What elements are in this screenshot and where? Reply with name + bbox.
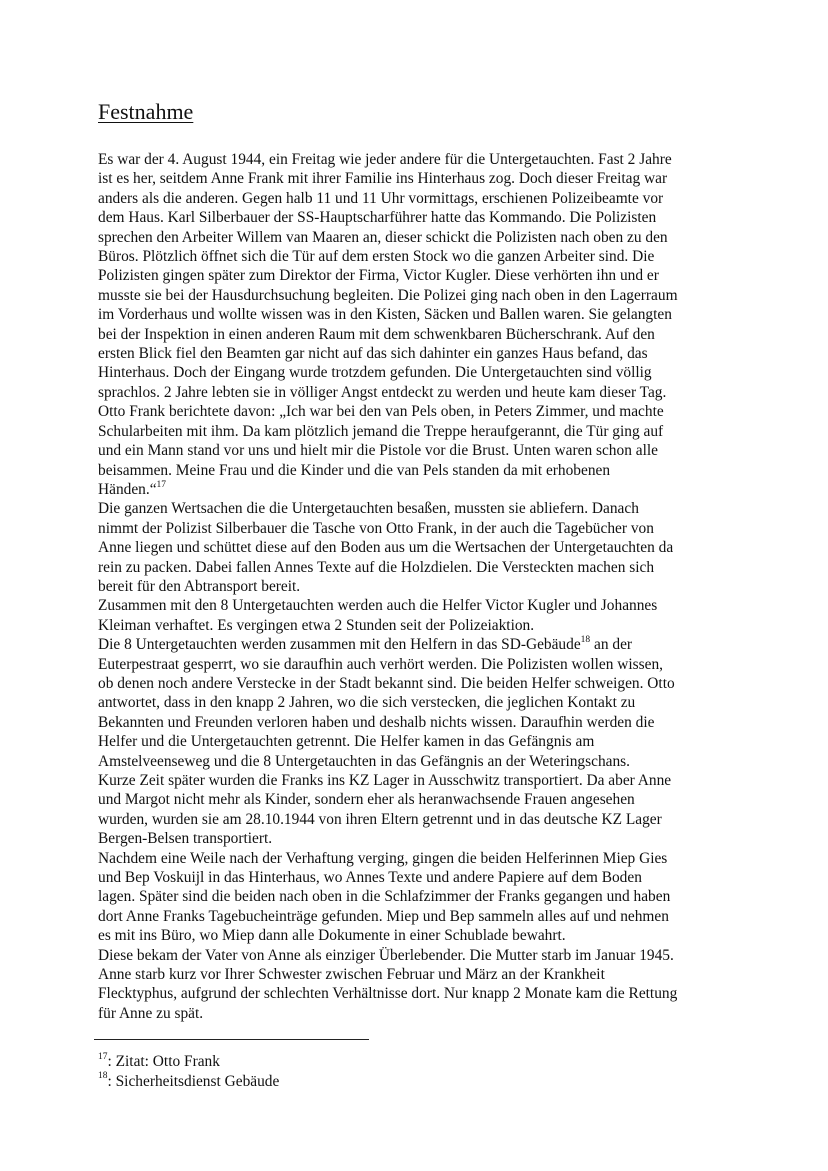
- text-line: lagen. Später sind die beiden nach oben in die Schlafzimmer der Franks gegangen und haben: [98, 888, 671, 906]
- text-line: Kurze Zeit später wurden die Franks ins KZ Lager in Ausschwitz transportiert. Da aber Anne: [98, 772, 672, 789]
- text-line: ob denen noch andere Verstecke in der Stadt bekannt sind. Die beiden Helfer schweigen. Otto: [98, 674, 675, 692]
- text-line: es mit ins Büro, wo Miep dann alle Dokumente in einer Schublade bewahrt.: [98, 927, 566, 945]
- text-line: im Vorderhaus und wollte wissen was in den Kisten, Säcken und Ballen waren. Sie gelangten: [98, 306, 672, 324]
- text-line: für Anne zu spät.: [98, 1004, 204, 1022]
- text-line: ersten Blick fiel den Beamten gar nicht auf das sich dahinter ein ganzes Haus befand, das: [98, 345, 648, 363]
- footnote-ref-18: 18: [580, 635, 591, 646]
- text-line: Anne liegen und schüttet diese auf den Boden aus um die Wertsachen der Untergetauchten da: [98, 539, 674, 557]
- text-line: ist es her, seitdem Anne Frank mit ihrer Familie ins Hinterhaus zog. Doch dieser Freitag war: [98, 170, 668, 188]
- text-line: sprechen den Arbeiter Willem van Maaren an, dieser schickt die Polizisten nach oben zu den: [98, 228, 668, 246]
- sd-building-text-end: an der: [590, 636, 633, 654]
- footnote-text: : Zitat: Otto Frank: [107, 1053, 220, 1070]
- text-line: Diese bekam der Vater von Anne als einziger Überlebender. Die Mutter starb im Januar 1945.: [98, 946, 674, 964]
- footnote-17: [98, 1052, 279, 1072]
- text-line: wurden, wurden sie am 28.10.1944 von ihren Eltern getrennt und in das deutsche KZ Lager: [98, 810, 662, 828]
- footnote-18: [98, 1072, 279, 1092]
- text-line: Schularbeiten mit ihm. Da kam plötzlich jemand die Treppe heraufgerannt, die Tür ging auf: [98, 422, 664, 440]
- text-line: Bekannten und Freunden verloren haben und deshalb nichts wissen. Daraufhin werden die: [98, 713, 655, 731]
- text-line: dem Haus. Karl Silberbauer der SS-Hauptscharführer hatte das Kommando. Die Polizisten: [98, 209, 657, 227]
- text-line: und Margot nicht mehr als Kinder, sondern eher als heranwachsende Frauen angesehen: [98, 791, 635, 809]
- text-line-with-footnote: [98, 635, 738, 654]
- footnotes: [98, 1052, 279, 1091]
- text-line: und Bep Voskuijl in das Hinterhaus, wo Annes Texte und andere Papiere auf dem Boden: [98, 869, 642, 887]
- text-line: Nachdem eine Weile nach der Verhaftung verging, gingen die beiden Helferinnen Miep Gies: [98, 849, 668, 867]
- footnote-ref-17: 17: [156, 479, 167, 490]
- text-line: Helfer und die Untergetauchten getrennt. Die Helfer kamen in das Gefängnis am: [98, 733, 595, 751]
- text-line: Anne starb kurz vor Ihrer Schwester zwischen Februar und März an der Krankheit: [98, 966, 605, 984]
- text-line: Hinterhaus. Doch der Eingang wurde trotzdem gefunden. Die Untergetauchten sind völlig: [98, 364, 652, 382]
- body-text: [98, 150, 738, 1023]
- text-line: Flecktyphus, aufgrund der schlechten Verhältnisse dort. Nur knapp 2 Monate kam die Rettung: [98, 985, 678, 1003]
- text-line: Kleiman verhaftet. Es vergingen etwa 2 Stunden seit der Polizeiaktion.: [98, 616, 535, 634]
- quote-end-text: Händen.“: [98, 480, 157, 498]
- text-line: musste sie bei der Hausdurchsuchung begleiten. Die Polizei ging nach oben in den Lagerraum: [98, 286, 678, 304]
- text-line: Die ganzen Wertsachen die die Untergetauchten besaßen, mussten sie abliefern. Danach: [98, 500, 639, 518]
- text-line: dort Anne Franks Tagebucheinträge gefunden. Miep und Bep sammeln alles auf und nehmen: [98, 907, 669, 925]
- text-line-with-footnote: [98, 480, 738, 499]
- text-line: Es war der 4. August 1944, ein Freitag wie jeder andere für die Untergetauchten. Fast 2 Jahre: [98, 151, 672, 168]
- text-line: anders als die anderen. Gegen halb 11 und 11 Uhr vormittags, erschienen Polizeibeamte vor: [98, 189, 664, 207]
- text-line: Zusammen mit den 8 Untergetauchten werden auch die Helfer Victor Kugler und Johannes: [98, 597, 658, 615]
- text-line: nimmt der Polizist Silberbauer die Tasche von Otto Frank, in der auch die Tagebücher von: [98, 519, 654, 537]
- footnote-number: 18: [98, 1071, 108, 1082]
- footnote-number: 17: [98, 1051, 108, 1062]
- text-line: Euterpestraat gesperrt, wo sie daraufhin auch verhört werden. Die Polizisten wollen wissen,: [98, 655, 663, 673]
- page-title: Festnahme: [98, 99, 194, 124]
- text-line: bereit für den Abtransport bereit.: [98, 577, 301, 595]
- text-line: bei der Inspektion in einen anderen Raum mit dem schwenkbaren Bücherschrank. Auf den: [98, 325, 655, 343]
- footnote-separator: [94, 1039, 369, 1040]
- text-line: Otto Frank berichtete davon: „Ich war bei den van Pels oben, in Peters Zimmer, und machte: [98, 403, 664, 421]
- text-line: Büros. Plötzlich öffnet sich die Tür auf dem ersten Stock wo die ganzen Arbeiter sind. Die: [98, 248, 655, 266]
- text-line: Bergen-Belsen transportiert.: [98, 830, 273, 848]
- sd-building-text: Die 8 Untergetauchten werden zusammen mit den Helfern in das SD-Gebäude: [98, 636, 581, 654]
- text-line: antwortet, dass in den knapp 2 Jahren, wo die sich verstecken, die jeglichen Kontakt zu: [98, 694, 636, 712]
- text-line: Amstelveenseweg und die 8 Untergetauchten in das Gefängnis an der Weteringschans.: [98, 752, 630, 770]
- text-line: sprachlos. 2 Jahre lebten sie in völliger Angst entdeckt zu werden und heute kam dieser Tag.: [98, 383, 667, 401]
- text-line: rein zu packen. Dabei fallen Annes Texte auf die Holzdielen. Die Versteckten machen sich: [98, 558, 655, 576]
- text-line: und ein Mann stand vor uns und hielt mir die Pistole vor die Brust. Unten waren schon alle: [98, 442, 658, 460]
- footnote-text: : Sicherheitsdienst Gebäude: [107, 1072, 280, 1090]
- text-line: Polizisten gingen später zum Direktor der Firma, Victor Kugler. Diese verhörten ihn und er: [98, 267, 659, 285]
- text-line: beisammen. Meine Frau und die Kinder und die van Pels standen da mit erhobenen: [98, 461, 611, 479]
